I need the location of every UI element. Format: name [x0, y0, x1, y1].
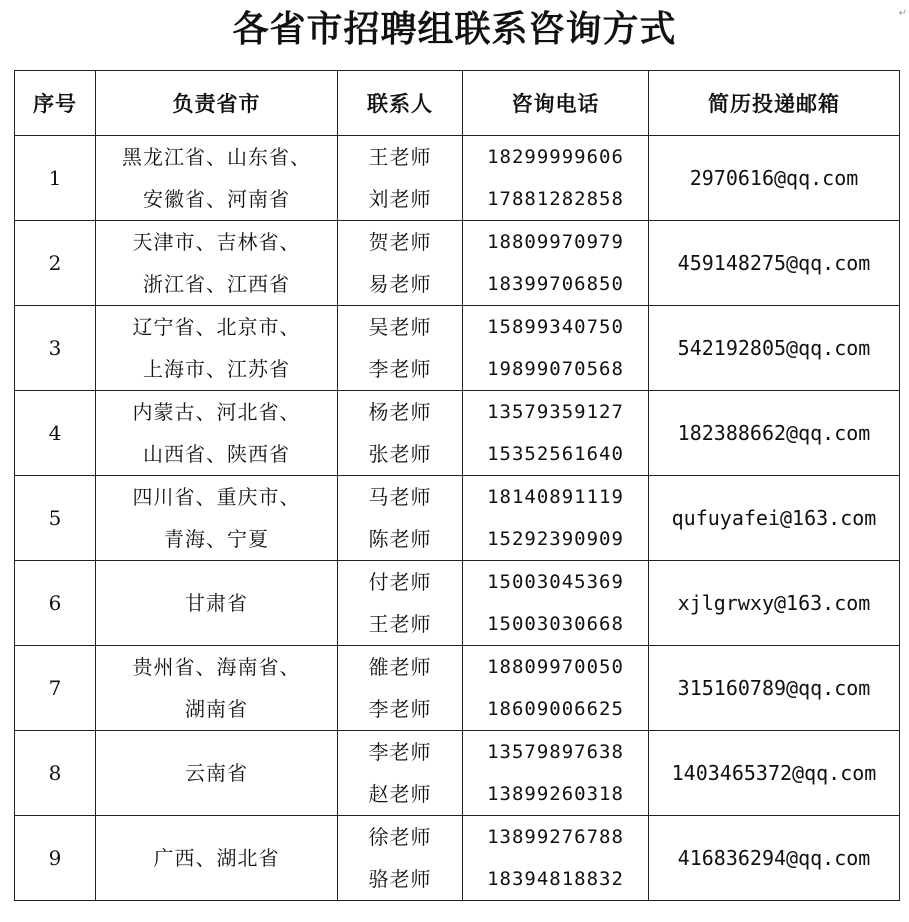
region-cell — [96, 561, 338, 646]
phone-cell — [463, 136, 649, 221]
contact-line: 骆老师 — [368, 867, 432, 891]
region-line: 辽宁省、北京市、 — [132, 315, 301, 339]
contact-line: 王老师 — [368, 145, 432, 169]
contact-line: 李老师 — [368, 357, 432, 381]
phone-cell — [463, 816, 649, 901]
email-link[interactable]: 2970616@qq.com — [649, 136, 900, 221]
contact-line: 赵老师 — [368, 782, 432, 806]
header-contact: 联系人 — [338, 71, 463, 136]
region-cell — [96, 221, 338, 306]
phone-line: 18299999606 — [487, 146, 624, 168]
contact-cell — [338, 221, 463, 306]
header-row — [15, 71, 900, 136]
phone-cell — [463, 221, 649, 306]
phone-line: 15292390909 — [487, 528, 624, 550]
table-body — [15, 136, 900, 901]
contact-line: 李老师 — [368, 697, 432, 721]
region-line: 天津市、吉林省、 — [132, 230, 301, 254]
region-line: 内蒙古、河北省、 — [132, 400, 301, 424]
phone-line: 15352561640 — [487, 443, 624, 465]
email-link[interactable]: 416836294@qq.com — [649, 816, 900, 901]
email-link[interactable]: 542192805@qq.com — [649, 306, 900, 391]
contact-line: 贺老师 — [368, 230, 432, 254]
region-line: 安徽省、河南省 — [143, 187, 290, 211]
contact-line: 易老师 — [368, 272, 432, 296]
phone-cell — [463, 391, 649, 476]
email-link[interactable]: 1403465372@qq.com — [649, 731, 900, 816]
email-link[interactable]: qufuyafei@163.com — [649, 476, 900, 561]
table-row — [15, 136, 900, 221]
phone-line: 18809970050 — [487, 656, 624, 678]
phone-line: 17881282858 — [487, 188, 624, 210]
contact-cell — [338, 306, 463, 391]
region-line: 贵州省、海南省、 — [132, 655, 301, 679]
region-line: 青海、宁夏 — [164, 527, 269, 551]
phone-cell — [463, 646, 649, 731]
contact-cell — [338, 646, 463, 731]
table-row — [15, 731, 900, 816]
phone-line: 18394818832 — [487, 868, 624, 890]
row-seq: 7 — [15, 646, 96, 731]
region-line: 山西省、陕西省 — [143, 442, 290, 466]
row-seq: 4 — [15, 391, 96, 476]
contact-cell — [338, 731, 463, 816]
contact-line: 雒老师 — [368, 655, 432, 679]
contact-cell — [338, 391, 463, 476]
row-seq: 2 — [15, 221, 96, 306]
phone-cell — [463, 731, 649, 816]
region-line: 广西、湖北省 — [153, 846, 280, 870]
phone-line: 15003045369 — [487, 571, 624, 593]
region-line: 四川省、重庆市、 — [132, 485, 301, 509]
phone-cell — [463, 561, 649, 646]
contact-line: 陈老师 — [368, 527, 432, 551]
contact-cell — [338, 816, 463, 901]
table-row — [15, 391, 900, 476]
page-title: 各省市招聘组联系咨询方式 — [232, 9, 677, 50]
region-line: 湖南省 — [185, 697, 248, 721]
email-link[interactable]: 182388662@qq.com — [649, 391, 900, 476]
phone-line: 18140891119 — [487, 486, 624, 508]
region-cell — [96, 306, 338, 391]
phone-line: 13579897638 — [487, 741, 624, 763]
table-row — [15, 816, 900, 901]
phone-line: 18809970979 — [487, 231, 624, 253]
phone-line: 18609006625 — [487, 698, 624, 720]
table-row — [15, 476, 900, 561]
contact-line: 吴老师 — [368, 315, 432, 339]
row-seq: 9 — [15, 816, 96, 901]
contact-cell — [338, 561, 463, 646]
phone-line: 13899276788 — [487, 826, 624, 848]
header-region: 负责省市 — [96, 71, 338, 136]
region-cell — [96, 816, 338, 901]
header-seq: 序号 — [15, 71, 96, 136]
contact-line: 王老师 — [368, 612, 432, 636]
contact-line: 徐老师 — [368, 825, 432, 849]
region-cell — [96, 731, 338, 816]
row-seq: 8 — [15, 731, 96, 816]
contact-line: 李老师 — [368, 740, 432, 764]
region-cell — [96, 646, 338, 731]
phone-line: 19899070568 — [487, 358, 624, 380]
row-seq: 5 — [15, 476, 96, 561]
email-link[interactable]: 315160789@qq.com — [649, 646, 900, 731]
phone-line: 13899260318 — [487, 783, 624, 805]
row-seq: 1 — [15, 136, 96, 221]
contact-line: 张老师 — [368, 442, 432, 466]
contact-line: 马老师 — [368, 485, 432, 509]
contact-line: 杨老师 — [368, 400, 432, 424]
phone-line: 15899340750 — [487, 316, 624, 338]
table-row — [15, 306, 900, 391]
phone-line: 18399706850 — [487, 273, 624, 295]
region-line: 云南省 — [185, 761, 248, 785]
region-cell — [96, 136, 338, 221]
row-seq: 6 — [15, 561, 96, 646]
contact-cell — [338, 476, 463, 561]
header-email: 简历投递邮箱 — [649, 71, 900, 136]
email-link[interactable]: 459148275@qq.com — [649, 221, 900, 306]
row-seq: 3 — [15, 306, 96, 391]
paragraph-mark-icon: ↵ — [898, 8, 907, 19]
phone-line: 13579359127 — [487, 401, 624, 423]
email-link[interactable]: xjlgrwxy@163.com — [649, 561, 900, 646]
header-phone: 咨询电话 — [463, 71, 649, 136]
contact-line: 刘老师 — [368, 187, 432, 211]
table-row — [15, 221, 900, 306]
table-row — [15, 561, 900, 646]
contact-line: 付老师 — [368, 570, 432, 594]
region-line: 浙江省、江西省 — [143, 272, 290, 296]
contact-cell — [338, 136, 463, 221]
phone-cell — [463, 306, 649, 391]
region-line: 黑龙江省、山东省、 — [122, 145, 311, 169]
phone-cell — [463, 476, 649, 561]
region-cell — [96, 391, 338, 476]
contact-table — [14, 70, 900, 901]
table-row — [15, 646, 900, 731]
region-line: 甘肃省 — [185, 591, 248, 615]
region-cell — [96, 476, 338, 561]
phone-line: 15003030668 — [487, 613, 624, 635]
region-line: 上海市、江苏省 — [143, 357, 290, 381]
